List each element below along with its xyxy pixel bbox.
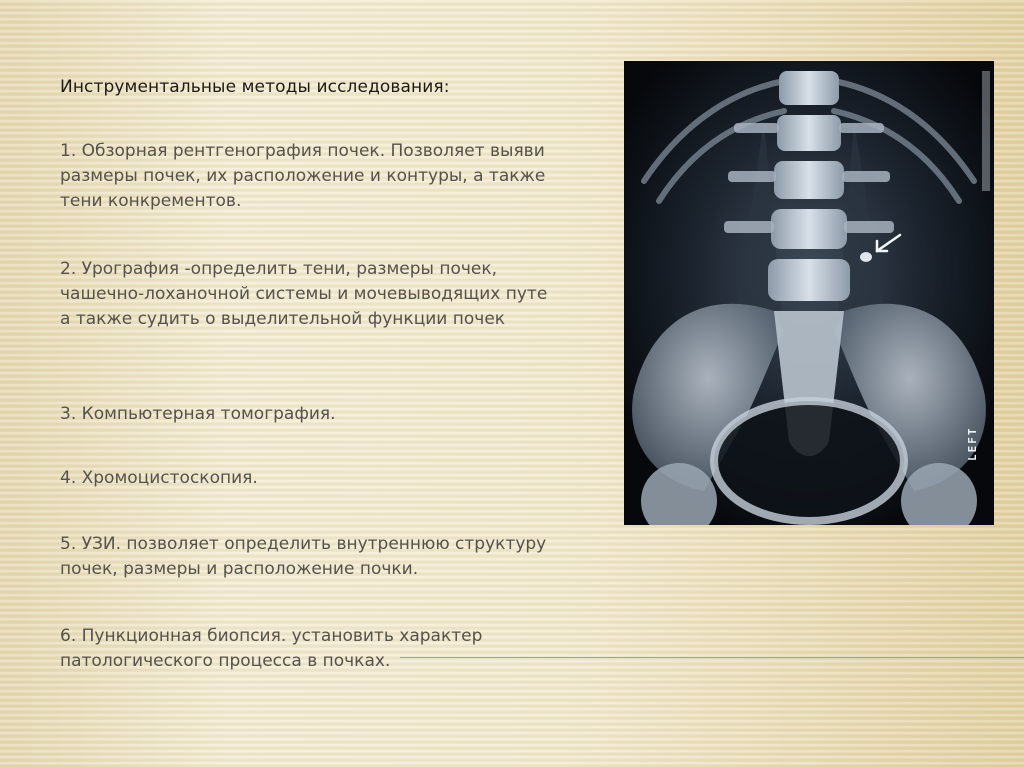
list-item-line: тени конкрементов.: [60, 191, 242, 211]
xray-left-marker: LEFT: [966, 426, 979, 461]
list-item-line: 1. Обзорная рентгенография почек. Позволяет выяви: [60, 141, 545, 161]
list-item-urography: [60, 257, 547, 332]
xray-image: [624, 61, 994, 525]
xray-graphic: [624, 61, 994, 525]
list-item-biopsy: [60, 624, 482, 674]
list-item-ct: [60, 402, 336, 427]
decorative-divider: [400, 657, 1024, 658]
list-item-line: 3. Компьютерная томография.: [60, 404, 336, 424]
list-item-line: 2. Урография -определить тени, размеры почек,: [60, 259, 498, 279]
list-item-ultrasound: [60, 532, 546, 582]
list-item-radiography: [60, 139, 545, 214]
list-item-line: 4. Хромоцистоскопия.: [60, 468, 258, 488]
list-item-line: 6. Пункционная биопсия. установить характер: [60, 626, 483, 646]
list-item-line: почек, размеры и расположение почки.: [60, 559, 419, 579]
list-item-chromocystoscopy: [60, 466, 258, 491]
list-item-line: патологического процесса в почках.: [60, 651, 391, 671]
list-item-line: чашечно-лоханочной системы и мочевыводящих путе: [60, 284, 548, 304]
list-item-line: размеры почек, их расположение и контуры, а также: [60, 166, 546, 186]
text-column: [60, 0, 620, 767]
slide-heading: Инструментальные методы исследования:: [60, 77, 450, 97]
list-item-line: 5. УЗИ. позволяет определить внутреннюю структуру: [60, 534, 547, 554]
list-item-line: а также судить о выделительной функции почек: [60, 309, 506, 329]
